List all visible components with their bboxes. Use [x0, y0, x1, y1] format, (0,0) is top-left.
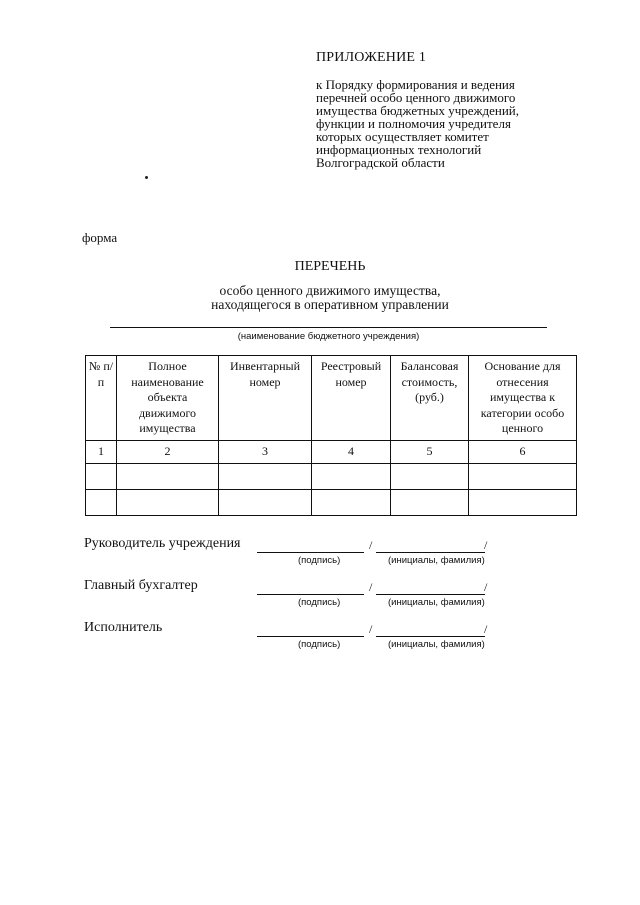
- appendix-title: ПРИЛОЖЕНИЕ 1: [316, 50, 427, 65]
- institution-caption: (наименование бюджетного учреждения): [237, 331, 420, 342]
- table-cell[interactable]: [391, 464, 469, 490]
- executor-name-caption: (инициалы, фамилия): [388, 639, 485, 650]
- form-label: форма: [82, 230, 118, 245]
- subtitle-line-1: особо ценного движимого имущества,: [219, 283, 441, 298]
- header-basis: Основание для отнесения имущества к категории особо ценного: [469, 356, 577, 441]
- header-book-value: Балансовая стоимость, (руб.): [391, 356, 469, 441]
- document-subtitle: [0, 284, 640, 312]
- accountant-label: Главный бухгалтер: [84, 578, 198, 593]
- table-cell[interactable]: [312, 464, 391, 490]
- director-signature-caption: (подпись): [298, 555, 341, 566]
- column-number: 1: [86, 441, 117, 464]
- table-row: [86, 464, 577, 490]
- appendix-line: к Порядку формирования и ведения: [316, 77, 515, 92]
- table-header-row: [86, 356, 577, 441]
- table-cell[interactable]: [219, 490, 312, 516]
- table-cell[interactable]: [86, 490, 117, 516]
- table-cell[interactable]: [86, 464, 117, 490]
- scan-speck: [145, 176, 148, 179]
- accountant-signature-line[interactable]: [257, 594, 364, 595]
- appendix-line: функции и полномочия учредителя: [316, 116, 511, 131]
- header-number: № п/п: [86, 356, 117, 441]
- table-cell[interactable]: [117, 490, 219, 516]
- executor-separator: /: [369, 622, 373, 636]
- director-name-line[interactable]: [376, 552, 485, 553]
- accountant-separator: /: [369, 580, 373, 594]
- appendix-line: Волгоградской области: [316, 155, 445, 170]
- column-number: 5: [391, 441, 469, 464]
- subtitle-line-2: находящегося в оперативном управлении: [211, 297, 449, 312]
- appendix-line: которых осуществляет комитет: [316, 129, 489, 144]
- institution-name-line: [110, 327, 547, 328]
- column-number: 2: [117, 441, 219, 464]
- executor-signature-line[interactable]: [257, 636, 364, 637]
- column-number: 6: [469, 441, 577, 464]
- accountant-signature-caption: (подпись): [298, 597, 341, 608]
- accountant-name-line[interactable]: [376, 594, 485, 595]
- header-object-name: Полное наименование объекта движимого имущества: [117, 356, 219, 441]
- table-cell[interactable]: [469, 490, 577, 516]
- header-inventory-number: Инвентарный номер: [219, 356, 312, 441]
- table-cell[interactable]: [117, 464, 219, 490]
- accountant-end-separator: /: [484, 580, 488, 594]
- executor-signature-caption: (подпись): [298, 639, 341, 650]
- table-cell[interactable]: [391, 490, 469, 516]
- table-cell[interactable]: [469, 464, 577, 490]
- table-cell[interactable]: [312, 490, 391, 516]
- appendix-text: [316, 78, 586, 169]
- document-title: ПЕРЕЧЕНЬ: [294, 259, 366, 274]
- column-number: 3: [219, 441, 312, 464]
- column-number-row: [86, 441, 577, 464]
- appendix-line: информационных технологий: [316, 142, 482, 157]
- accountant-name-caption: (инициалы, фамилия): [388, 597, 485, 608]
- column-number: 4: [312, 441, 391, 464]
- director-signature-line[interactable]: [257, 552, 364, 553]
- director-end-separator: /: [484, 538, 488, 552]
- executor-end-separator: /: [484, 622, 488, 636]
- table-cell[interactable]: [219, 464, 312, 490]
- executor-name-line[interactable]: [376, 636, 485, 637]
- appendix-line: имущества бюджетных учреждений,: [316, 103, 520, 118]
- appendix-line: перечней особо ценного движимого: [316, 90, 516, 105]
- header-registry-number: Реестровый номер: [312, 356, 391, 441]
- table-row: [86, 490, 577, 516]
- assets-table: [85, 355, 577, 516]
- director-separator: /: [369, 538, 373, 552]
- director-label: Руководитель учреждения: [84, 536, 241, 551]
- executor-label: Исполнитель: [84, 620, 163, 635]
- director-name-caption: (инициалы, фамилия): [388, 555, 485, 566]
